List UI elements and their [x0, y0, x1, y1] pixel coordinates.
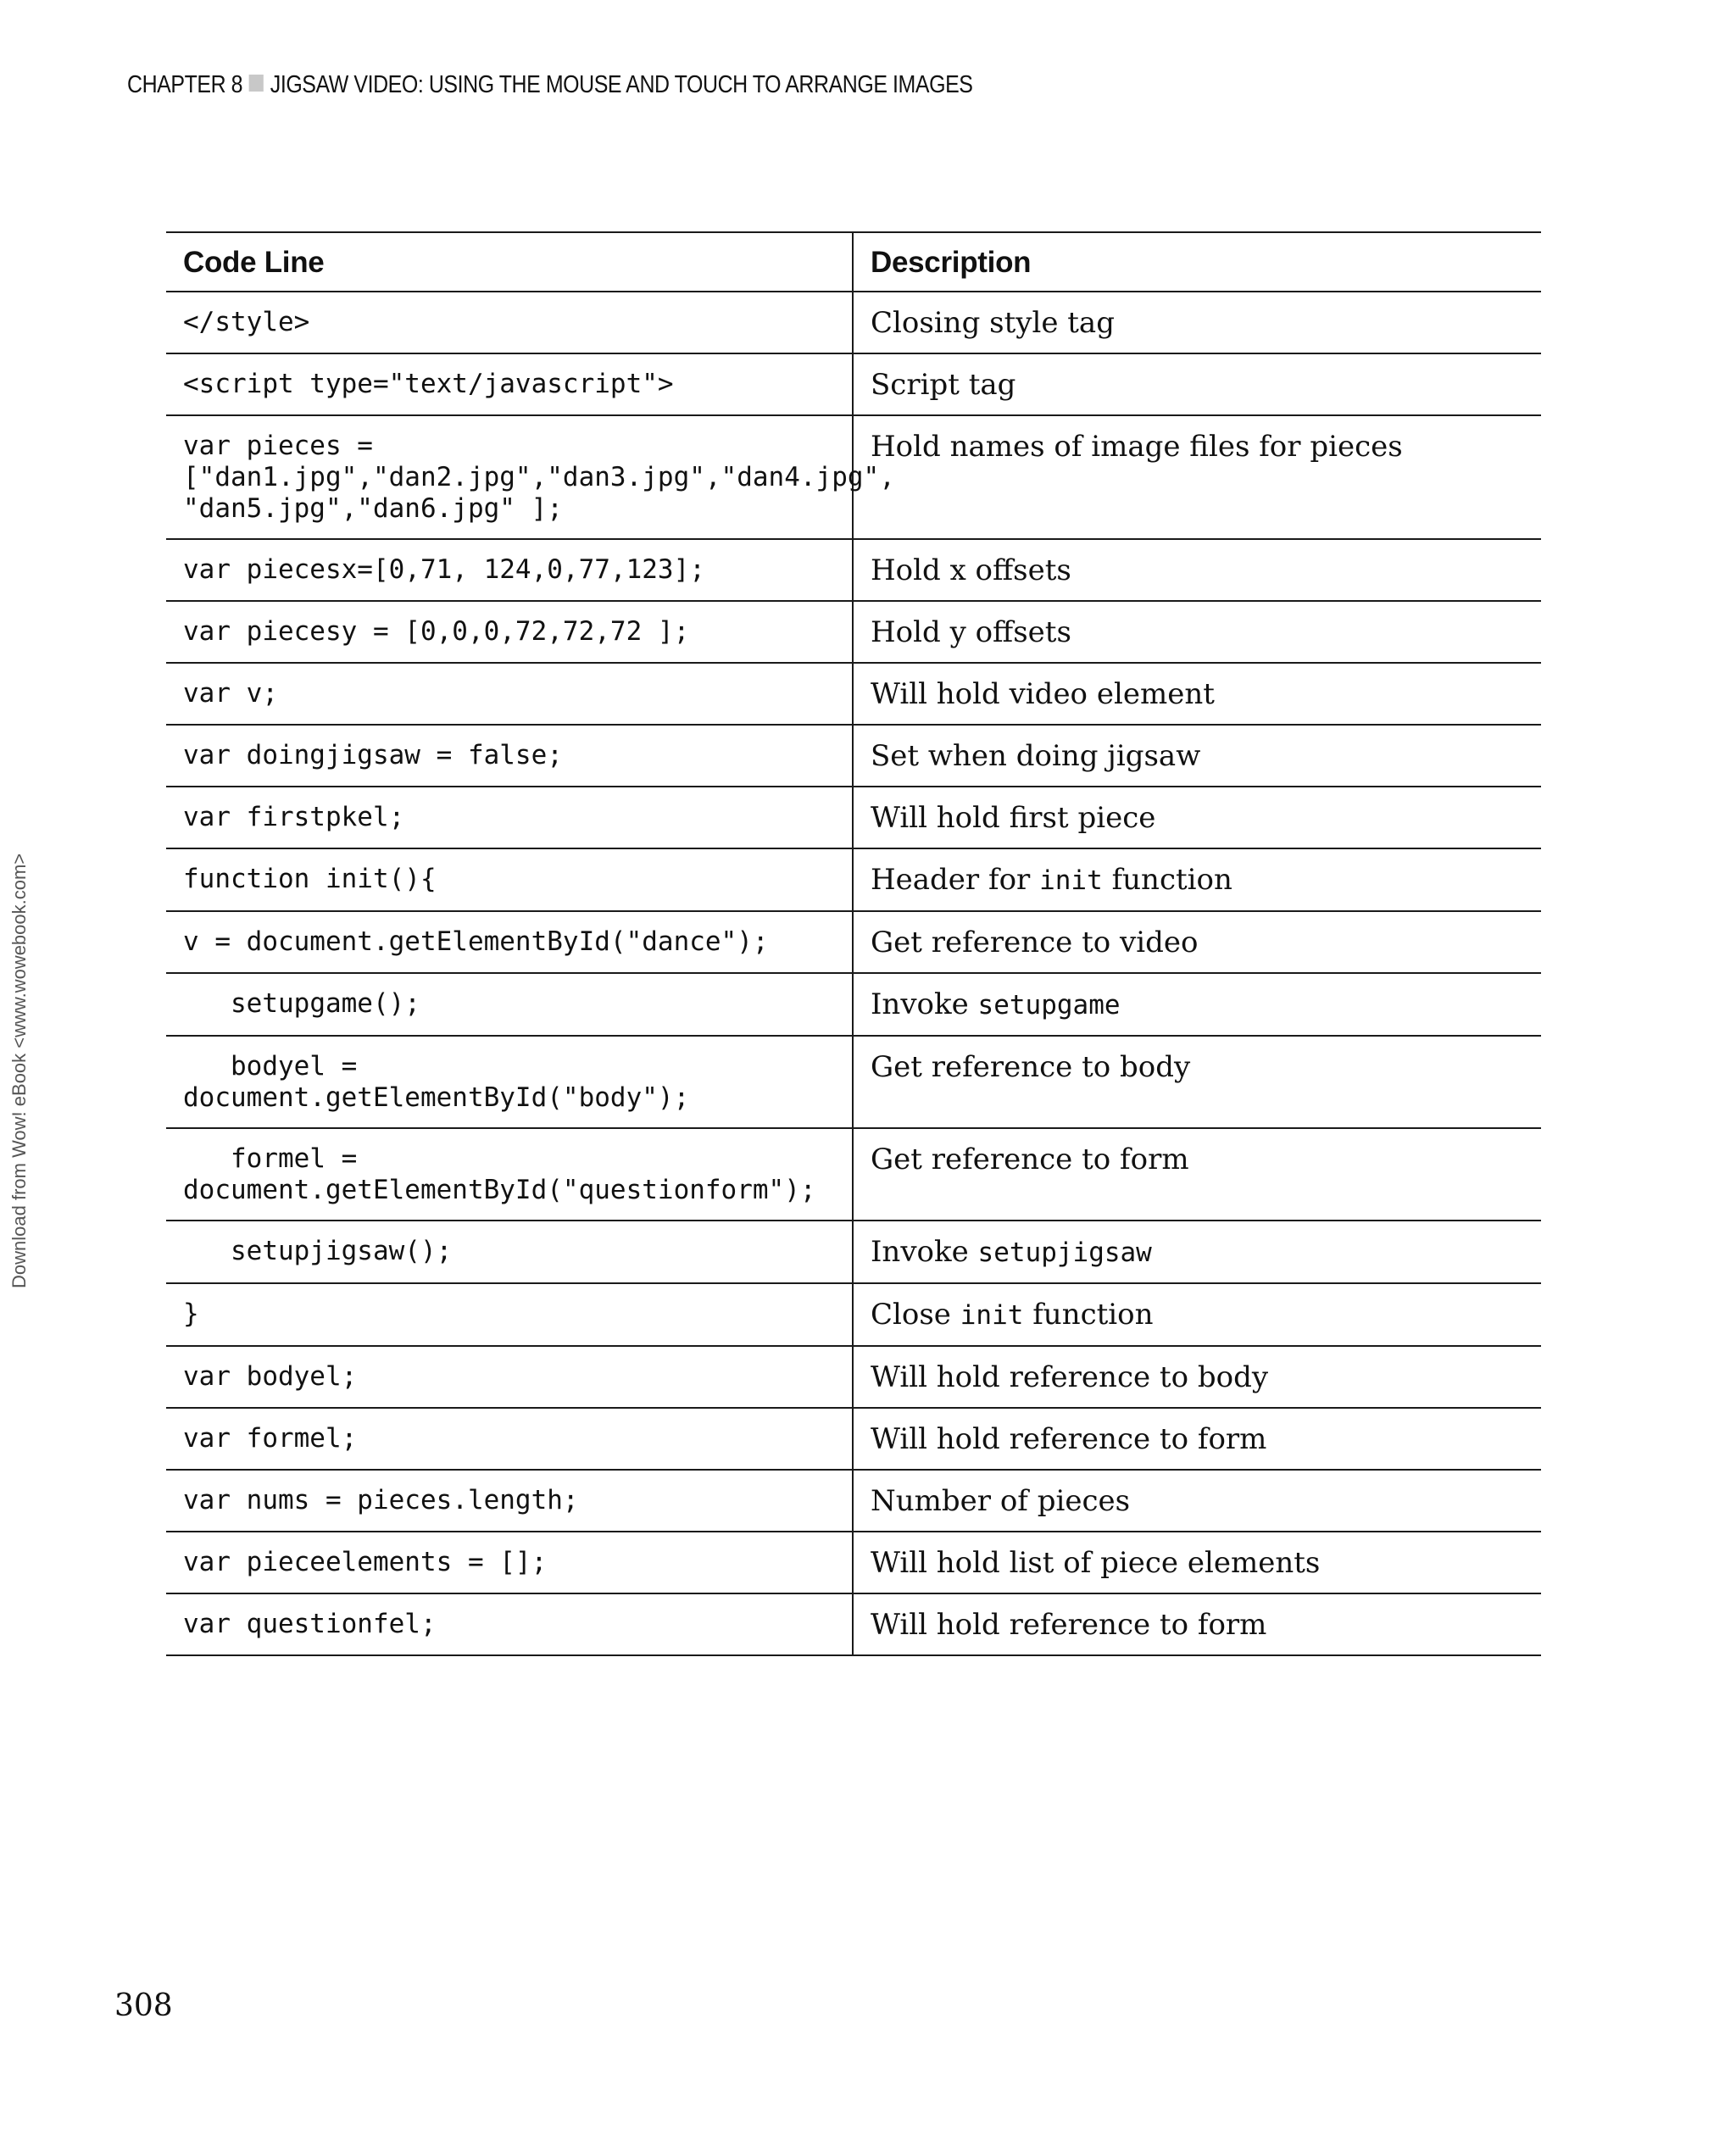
- table-header-row: [166, 232, 1541, 292]
- code-line-cell: setupjigsaw();: [166, 1221, 853, 1283]
- code-line-cell: var v;: [166, 663, 853, 725]
- description-cell: Hold y offsets: [853, 601, 1541, 663]
- description-cell: Will hold list of piece elements: [853, 1532, 1541, 1593]
- description-cell: [853, 1283, 1541, 1346]
- running-header: [127, 71, 972, 99]
- table-row: [166, 1221, 1541, 1283]
- description-text: function: [1102, 863, 1232, 897]
- table-row: [166, 1128, 1541, 1221]
- code-line-cell: var firstpkel;: [166, 787, 853, 848]
- code-line-cell: var pieceelements = [];: [166, 1532, 853, 1593]
- description-cell: Number of pieces: [853, 1470, 1541, 1532]
- description-text: Header for: [871, 863, 1040, 897]
- description-code: setupgame: [977, 990, 1121, 1020]
- code-line-cell: var formel;: [166, 1408, 853, 1470]
- description-cell: Will hold first piece: [853, 787, 1541, 848]
- separator-square-icon: [249, 75, 264, 92]
- table-row: [166, 787, 1541, 848]
- table-row: [166, 1532, 1541, 1593]
- code-line-cell: setupgame();: [166, 973, 853, 1036]
- code-line-cell: v = document.getElementById("dance");: [166, 911, 853, 973]
- code-line-cell: var doingjigsaw = false;: [166, 725, 853, 787]
- chapter-label: CHAPTER 8: [127, 71, 243, 98]
- column-header-description: Description: [853, 232, 1541, 292]
- column-header-code-line: Code Line: [166, 232, 853, 292]
- code-line-cell: function init(){: [166, 848, 853, 911]
- description-cell: Will hold reference to form: [853, 1408, 1541, 1470]
- code-line-cell: var questionfel;: [166, 1593, 853, 1655]
- description-cell: Set when doing jigsaw: [853, 725, 1541, 787]
- table-row: [166, 973, 1541, 1036]
- code-line-cell: }: [166, 1283, 853, 1346]
- table-row: [166, 1283, 1541, 1346]
- description-cell: Hold x offsets: [853, 539, 1541, 601]
- description-code: init: [1039, 865, 1103, 896]
- table-row: [166, 1408, 1541, 1470]
- table-row: [166, 415, 1541, 539]
- table-row: [166, 292, 1541, 353]
- table-row: [166, 725, 1541, 787]
- description-code: setupjigsaw: [977, 1237, 1152, 1268]
- description-cell: Get reference to body: [853, 1036, 1541, 1128]
- code-line-cell: var bodyel;: [166, 1346, 853, 1408]
- description-text: function: [1023, 1298, 1154, 1332]
- description-code: init: [960, 1300, 1024, 1331]
- table-row: [166, 601, 1541, 663]
- description-cell: [853, 1221, 1541, 1283]
- code-line-cell: </style>: [166, 292, 853, 353]
- table-row: [166, 663, 1541, 725]
- code-line-cell: var piecesy = [0,0,0,72,72,72 ];: [166, 601, 853, 663]
- table-body: [166, 292, 1541, 1655]
- code-line-cell: bodyel = document.getElementById("body");: [166, 1036, 853, 1128]
- description-cell: Will hold reference to body: [853, 1346, 1541, 1408]
- table-row: [166, 1036, 1541, 1128]
- description-cell: Closing style tag: [853, 292, 1541, 353]
- code-line-cell: var nums = pieces.length;: [166, 1470, 853, 1532]
- table-row: [166, 1593, 1541, 1655]
- table-row: [166, 539, 1541, 601]
- description-cell: Get reference to form: [853, 1128, 1541, 1221]
- code-line-cell: <script type="text/javascript">: [166, 353, 853, 415]
- code-line-cell: formel = document.getElementById("questionform");: [166, 1128, 853, 1221]
- description-cell: Script tag: [853, 353, 1541, 415]
- table-row: [166, 911, 1541, 973]
- table-row: [166, 353, 1541, 415]
- chapter-title: JIGSAW VIDEO: USING THE MOUSE AND TOUCH TO ARRANGE IMAGES: [270, 71, 973, 98]
- code-line-cell: var pieces = ["dan1.jpg","dan2.jpg","dan3.jpg","dan4.jpg", "dan5.jpg","dan6.jpg" ];: [166, 415, 853, 539]
- description-text: Invoke: [871, 1235, 978, 1269]
- description-cell: [853, 848, 1541, 911]
- page-number: 308: [114, 1988, 173, 2023]
- code-description-table: [166, 231, 1541, 1656]
- description-cell: Will hold reference to form: [853, 1593, 1541, 1655]
- table-row: [166, 848, 1541, 911]
- table-row: [166, 1346, 1541, 1408]
- description-cell: Hold names of image files for pieces: [853, 415, 1541, 539]
- description-cell: Get reference to video: [853, 911, 1541, 973]
- description-cell: Will hold video element: [853, 663, 1541, 725]
- download-watermark: Download from Wow! eBook <www.wowebook.com>: [8, 853, 30, 1288]
- code-line-cell: var piecesx=[0,71, 124,0,77,123];: [166, 539, 853, 601]
- description-cell: [853, 973, 1541, 1036]
- description-text: Close: [871, 1298, 960, 1332]
- description-text: Invoke: [871, 987, 978, 1021]
- table-row: [166, 1470, 1541, 1532]
